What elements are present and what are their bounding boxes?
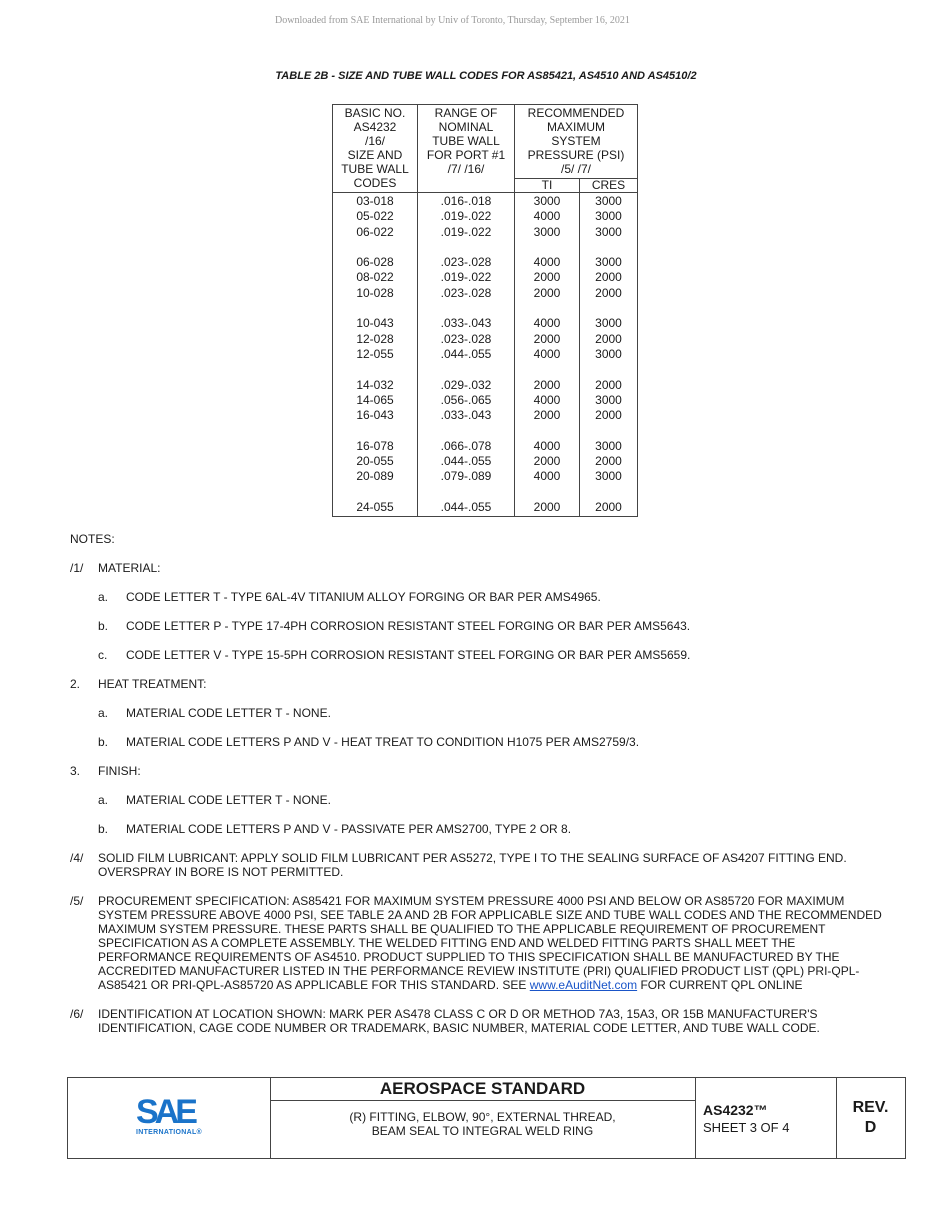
table-row (333, 270, 638, 285)
standard-title: AEROSPACE STANDARD (270, 1078, 695, 1101)
sub-note-text: MATERIAL CODE LETTERS P AND V - PASSIVATE PER AMS2700, TYPE 2 OR 8. (126, 822, 572, 836)
table-spacer-cell (418, 485, 515, 500)
table-title: TABLE 2B - SIZE AND TUBE WALL CODES FOR AS85421, AS4510 AND AS4510/2 (275, 70, 697, 82)
ti-pressure-cell: 4000 (515, 393, 580, 408)
tube-wall-range-cell: .066-.078 (418, 439, 515, 454)
cres-pressure-cell: 2000 (580, 286, 638, 301)
table-spacer-cell (515, 362, 580, 377)
table-spacer-row (333, 240, 638, 255)
ti-pressure-cell: 2000 (515, 408, 580, 423)
note-solid-film-lubricant (70, 851, 890, 879)
col-header-basic-no: BASIC NO. AS4232 /16/ SIZE AND TUBE WALL CODES (333, 105, 418, 193)
sub-note-text: MATERIAL CODE LETTER T - NONE. (126, 706, 331, 720)
ti-pressure-cell: 2000 (515, 270, 580, 285)
size-code-cell: 16-078 (333, 439, 418, 454)
tube-wall-range-cell: .023-.028 (418, 286, 515, 301)
table-spacer-row (333, 485, 638, 500)
note-text: IDENTIFICATION AT LOCATION SHOWN: MARK PER AS478 CLASS C OR D OR METHOD 7A3, 15A3, OR 15B MANUFACTURER'S IDENTIFICATION, CAGE CODE NUMBER OR TRADEMARK, BASIC NUMBER, MATERIAL CODE LETTER, AND TUBE WALL CODE. (98, 1007, 820, 1035)
ti-pressure-cell: 2000 (515, 378, 580, 393)
eauditnet-link[interactable]: www.eAuditNet.com (529, 978, 638, 992)
tube-wall-range-cell: .079-.089 (418, 469, 515, 484)
ti-pressure-cell: 4000 (515, 316, 580, 331)
note-number: /6/ (70, 1007, 84, 1021)
table-spacer-cell (580, 240, 638, 255)
ti-pressure-cell: 4000 (515, 347, 580, 362)
ti-pressure-cell: 4000 (515, 439, 580, 454)
size-code-cell: 20-089 (333, 469, 418, 484)
table-row (333, 378, 638, 393)
note-number: /1/ (70, 561, 84, 575)
table-row (333, 286, 638, 301)
table-spacer-row (333, 423, 638, 438)
table-row (333, 255, 638, 270)
cres-pressure-cell: 3000 (580, 347, 638, 362)
sub-note-text: CODE LETTER T - TYPE 6AL-4V TITANIUM ALLOY FORGING OR BAR PER AMS4965. (126, 590, 601, 604)
cres-pressure-cell: 3000 (580, 193, 638, 210)
size-code-cell: 14-065 (333, 393, 418, 408)
ti-pressure-cell: 4000 (515, 469, 580, 484)
sub-note-letter: b. (98, 735, 109, 749)
table-spacer-cell (515, 301, 580, 316)
ti-pressure-cell: 2000 (515, 332, 580, 347)
table-spacer-cell (580, 485, 638, 500)
revision-cell (836, 1078, 905, 1158)
sub-note-letter: a. (98, 793, 109, 807)
size-code-cell: 06-022 (333, 225, 418, 240)
col-header-tube-wall-range: RANGE OF NOMINAL TUBE WALL FOR PORT #1 /7/ /16/ (418, 105, 515, 193)
cres-pressure-cell: 3000 (580, 255, 638, 270)
description-line-2: BEAM SEAL TO INTEGRAL WELD RING (371, 1124, 594, 1138)
cres-pressure-cell: 3000 (580, 439, 638, 454)
tube-wall-range-cell: .033-.043 (418, 408, 515, 423)
size-code-cell: 10-043 (333, 316, 418, 331)
ti-pressure-cell: 2000 (515, 454, 580, 469)
table-spacer-cell (333, 485, 418, 500)
size-tube-wall-table (332, 104, 638, 517)
col-header-ti: TI (515, 179, 580, 193)
note-heat-treatment-b (70, 735, 890, 749)
size-code-cell: 06-028 (333, 255, 418, 270)
ti-pressure-cell: 3000 (515, 225, 580, 240)
note-text: HEAT TREATMENT: (98, 677, 207, 691)
part-description (270, 1101, 695, 1138)
cres-pressure-cell: 3000 (580, 393, 638, 408)
cres-pressure-cell: 2000 (580, 332, 638, 347)
tube-wall-range-cell: .033-.043 (418, 316, 515, 331)
table-spacer-cell (333, 362, 418, 377)
size-code-cell: 20-055 (333, 454, 418, 469)
table-spacer-cell (580, 362, 638, 377)
size-code-cell: 05-022 (333, 209, 418, 224)
table-row (333, 193, 638, 210)
table-spacer-cell (333, 301, 418, 316)
sub-note-text: MATERIAL CODE LETTERS P AND V - HEAT TREAT TO CONDITION H1075 PER AMS2759/3. (126, 735, 640, 749)
table-row (333, 332, 638, 347)
size-code-cell: 08-022 (333, 270, 418, 285)
sae-logo-subtitle: INTERNATIONAL® (136, 1129, 203, 1136)
document-number: AS4232™ (703, 1102, 768, 1118)
sub-note-text: MATERIAL CODE LETTER T - NONE. (126, 793, 331, 807)
tube-wall-range-cell: .056-.065 (418, 393, 515, 408)
title-cell (270, 1078, 696, 1158)
note-number: /4/ (70, 851, 84, 865)
cres-pressure-cell: 3000 (580, 209, 638, 224)
table-spacer-cell (333, 423, 418, 438)
note-finish-a (70, 793, 890, 807)
tube-wall-range-cell: .044-.055 (418, 347, 515, 362)
size-code-cell: 24-055 (333, 500, 418, 517)
table-spacer-cell (515, 240, 580, 255)
ti-pressure-cell: 3000 (515, 193, 580, 210)
size-code-cell: 10-028 (333, 286, 418, 301)
table-spacer-row (333, 362, 638, 377)
table-spacer-cell (580, 301, 638, 316)
tube-wall-range-cell: .023-.028 (418, 255, 515, 270)
description-line-1: (R) FITTING, ELBOW, 90°, EXTERNAL THREAD, (349, 1110, 616, 1124)
cres-pressure-cell: 2000 (580, 454, 638, 469)
tube-wall-range-cell: .023-.028 (418, 332, 515, 347)
tube-wall-range-cell: .019-.022 (418, 225, 515, 240)
ti-pressure-cell: 2000 (515, 286, 580, 301)
note-material-c (70, 648, 890, 662)
tube-wall-range-cell: .019-.022 (418, 209, 515, 224)
document-cell (695, 1078, 837, 1158)
sub-note-text: CODE LETTER P - TYPE 17-4PH CORROSION RESISTANT STEEL FORGING OR BAR PER AMS5643. (126, 619, 691, 633)
sub-note-text: CODE LETTER V - TYPE 15-5PH CORROSION RESISTANT STEEL FORGING OR BAR PER AMS5659. (126, 648, 691, 662)
table-spacer-cell (418, 301, 515, 316)
ti-pressure-cell: 4000 (515, 255, 580, 270)
revision-label: REV. (852, 1099, 889, 1116)
table-row (333, 454, 638, 469)
table-row (333, 209, 638, 224)
col-header-cres: CRES (580, 179, 638, 193)
title-block (67, 1077, 906, 1159)
table-row (333, 316, 638, 331)
note-heat-treatment (70, 677, 890, 691)
note-text: MATERIAL: (98, 561, 161, 575)
note-procurement-specification (70, 894, 890, 992)
cres-pressure-cell: 3000 (580, 316, 638, 331)
sae-logo (136, 1093, 206, 1140)
table-row (333, 408, 638, 423)
note-text-tail: FOR CURRENT QPL ONLINE (640, 978, 803, 992)
table-spacer-cell (515, 485, 580, 500)
note-material (70, 561, 890, 575)
table-spacer-cell (418, 362, 515, 377)
cres-pressure-cell: 3000 (580, 225, 638, 240)
table-spacer-row (333, 301, 638, 316)
tube-wall-range-cell: .016-.018 (418, 193, 515, 210)
note-identification (70, 1007, 890, 1035)
table-row (333, 347, 638, 362)
note-finish-b (70, 822, 890, 836)
notes-heading: NOTES: (70, 532, 115, 546)
ti-pressure-cell: 4000 (515, 209, 580, 224)
logo-cell (68, 1078, 271, 1158)
tube-wall-range-cell: .044-.055 (418, 500, 515, 517)
tube-wall-range-cell: .044-.055 (418, 454, 515, 469)
size-code-cell: 12-055 (333, 347, 418, 362)
table-spacer-cell (580, 423, 638, 438)
ti-pressure-cell: 2000 (515, 500, 580, 517)
size-code-cell: 14-032 (333, 378, 418, 393)
size-code-cell: 03-018 (333, 193, 418, 210)
table-spacer-cell (418, 423, 515, 438)
table-row (333, 393, 638, 408)
table-spacer-cell (418, 240, 515, 255)
note-number: 2. (70, 677, 81, 691)
table-row (333, 225, 638, 240)
cres-pressure-cell: 2000 (580, 408, 638, 423)
table-body (333, 193, 638, 517)
size-code-cell: 12-028 (333, 332, 418, 347)
sub-note-letter: c. (98, 648, 108, 662)
note-number: 3. (70, 764, 81, 778)
note-text: SOLID FILM LUBRICANT: APPLY SOLID FILM LUBRICANT PER AS5272, TYPE I TO THE SEALING SURFACE OF AS4207 FITTING END. OVERSPRAY IN BORE IS NOT PERMITTED. (98, 851, 847, 879)
table-row (333, 500, 638, 517)
sub-note-letter: b. (98, 822, 109, 836)
size-code-cell: 16-043 (333, 408, 418, 423)
cres-pressure-cell: 3000 (580, 469, 638, 484)
notes-section (70, 532, 890, 1050)
sae-logo-mark: SAE (136, 1093, 194, 1131)
cres-pressure-cell: 2000 (580, 270, 638, 285)
tube-wall-range-cell: .019-.022 (418, 270, 515, 285)
note-material-b (70, 619, 890, 633)
table-spacer-cell (515, 423, 580, 438)
download-notice: Downloaded from SAE International by Univ of Toronto, Thursday, September 16, 2021 (275, 15, 630, 26)
col-header-max-pressure: RECOMMENDED MAXIMUM SYSTEM PRESSURE (PSI) /5/ /7/ (515, 105, 638, 179)
tube-wall-range-cell: .029-.032 (418, 378, 515, 393)
note-finish (70, 764, 890, 778)
sub-note-letter: a. (98, 706, 109, 720)
sub-note-letter: b. (98, 619, 109, 633)
sub-note-letter: a. (98, 590, 109, 604)
note-material-a (70, 590, 890, 604)
sheet-number: SHEET 3 OF 4 (703, 1120, 790, 1135)
note-text: PROCUREMENT SPECIFICATION: AS85421 FOR MAXIMUM SYSTEM PRESSURE 4000 PSI AND BELOW OR AS85720 FOR MAXIMUM SYSTEM PRESSURE ABOVE 4000 PSI, SEE TABLE 2A AND 2B FOR APPLICABLE SIZE AND TUBE WALL CODES AND THE RECOMMENDED MAXIMUM SYSTEM PRESSURE. THESE PARTS SHALL BE QUALIFIED TO THE APPLICABLE REQUIREMENT OF PROCUREMENT SPECIFICATION AS A COMPLETE ASSEMBLY. THE WELDED FITTING END AND WELDED FITTING PARTS SHALL MEET THE PERFORMANCE REQUIREMENTS OF AS4510. PRODUCT SUPPLIED TO THIS SPECIFICATION SHALL BE MANUFACTURED BY THE ACCREDITED MANUFACTURER LISTED IN THE PERFORMANCE REVIEW INSTITUTE (PRI) QUALIFIED PRODUCT LIST (QPL) PRI-QPL-AS85421 OR PRI-QPL-AS85720 AS APPLICABLE FOR THIS STANDARD. SEE (98, 894, 882, 992)
table-spacer-cell (333, 240, 418, 255)
table-row (333, 439, 638, 454)
note-number: /5/ (70, 894, 84, 908)
cres-pressure-cell: 2000 (580, 378, 638, 393)
note-text: FINISH: (98, 764, 141, 778)
revision-value: D (864, 1119, 877, 1136)
cres-pressure-cell: 2000 (580, 500, 638, 517)
note-heat-treatment-a (70, 706, 890, 720)
table-row (333, 469, 638, 484)
